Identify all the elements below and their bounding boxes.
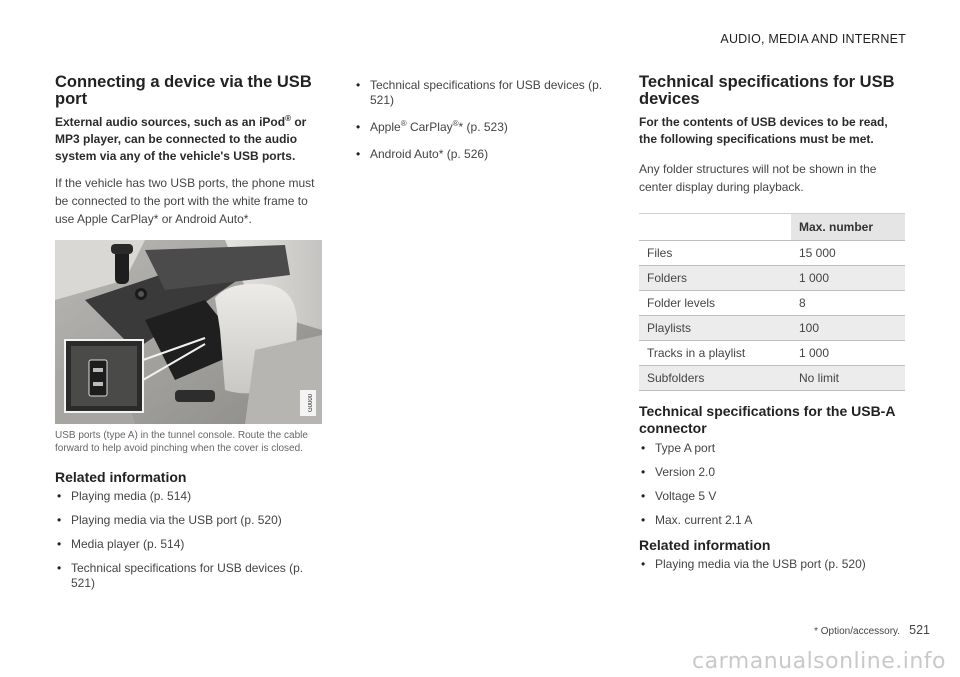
related-link[interactable]: • Android Auto* (p. 526) <box>354 147 604 162</box>
list-item: • Voltage 5 V <box>639 489 907 504</box>
related-link[interactable]: • Playing media via the USB port (p. 520) <box>55 513 323 528</box>
section-header: AUDIO, MEDIA AND INTERNET <box>720 32 906 46</box>
column-middle <box>354 78 604 171</box>
usb-a-title: Technical specifications for the USB-A connector <box>639 403 895 436</box>
column-left <box>55 74 323 600</box>
table-row: Subfolders No limit <box>639 366 905 391</box>
related-link[interactable]: • Technical specifications for USB devices (p. 521) <box>354 78 604 108</box>
related-link[interactable]: • Technical specifications for USB devices (p. 521) <box>55 561 323 591</box>
page-number: 521 <box>909 623 930 637</box>
section-title-usb-specs: Technical specifications for USB devices <box>639 73 895 108</box>
intro-paragraph: External audio sources, such as an iPod® or MP3 player, can be connected to the audio system via any of the vehicle's USB ports. <box>55 114 307 163</box>
list-item: • Max. current 2.1 A <box>639 513 907 528</box>
photo-caption: USB ports (type A) in the tunnel console. Route the cable forward to help avoid pinching when the cover is closed. <box>55 430 308 454</box>
usb-specs-table <box>639 213 905 391</box>
column-right <box>639 74 907 581</box>
related-list-continued <box>354 78 604 162</box>
table-row: Files 15 000 <box>639 241 905 266</box>
image-code: G0000 <box>308 394 314 413</box>
list-item: • Version 2.0 <box>639 465 907 480</box>
table-row: Folder levels 8 <box>639 291 905 316</box>
related-link[interactable]: • Playing media via the USB port (p. 520) <box>639 557 907 572</box>
footnote: * Option/accessory. <box>814 626 901 637</box>
table-row: Playlists 100 <box>639 316 905 341</box>
specs-intro: For the contents of USB devices to be read, the following specifications must be met. <box>639 115 888 146</box>
usb-a-specs-list <box>639 441 907 528</box>
table-header-row <box>639 214 905 241</box>
related-info-title: Related information <box>55 469 187 485</box>
folder-note: Any folder structures will not be shown in the center display during playback. <box>639 162 877 194</box>
table-header: Max. number <box>791 214 905 241</box>
tunnel-console-illustration <box>55 240 322 424</box>
table-row: Folders 1 000 <box>639 266 905 291</box>
table-row: Tracks in a playlist 1 000 <box>639 341 905 366</box>
page-footer <box>814 623 930 637</box>
section-title-usb-port: Connecting a device via the USB port <box>55 73 312 108</box>
usb-port-photo <box>55 240 322 424</box>
related-list <box>55 489 323 591</box>
related-link[interactable]: • Media player (p. 514) <box>55 537 323 552</box>
carplay-note: If the vehicle has two USB ports, the phone must be connected to the port with the white frame to use Apple CarPlay* or Android Auto*. <box>55 176 315 226</box>
related-info-title: Related information <box>639 537 771 553</box>
list-item: • Type A port <box>639 441 907 456</box>
watermark: carmanualsonline.info <box>692 649 946 674</box>
related-link-carplay[interactable]: • Apple® CarPlay®* (p. 523) <box>354 120 604 135</box>
related-list <box>639 557 907 572</box>
related-link[interactable]: • Playing media (p. 514) <box>55 489 323 504</box>
